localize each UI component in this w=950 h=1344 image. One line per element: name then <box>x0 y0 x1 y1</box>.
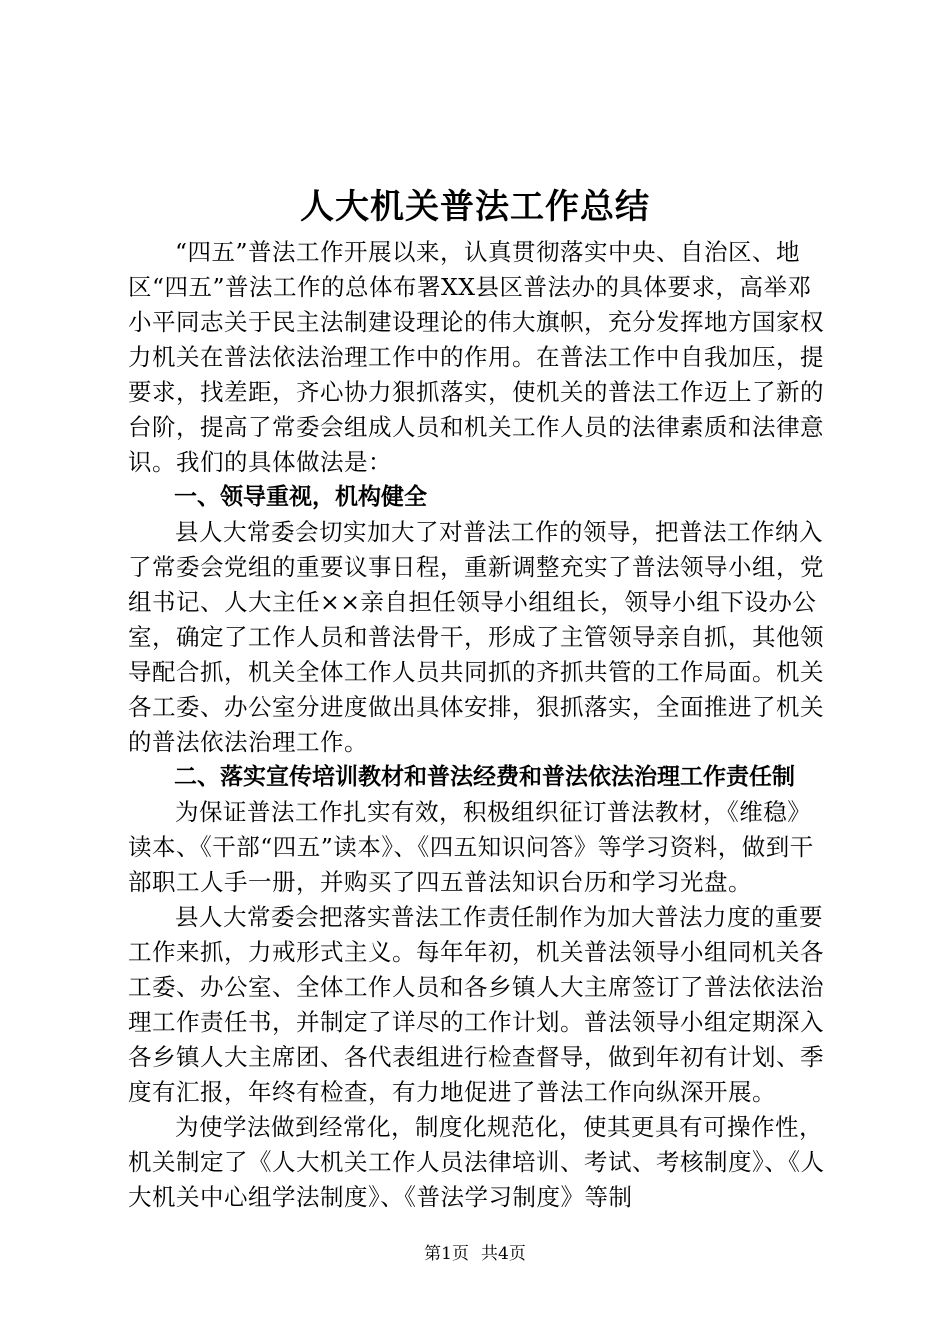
page-footer <box>0 1242 950 1266</box>
section-heading-2: 二、落实宣传培训教材和普法经费和普法依法治理工作责任制 <box>174 764 795 790</box>
section-2-paragraph-3: 为使学法做到经常化，制度化规范化，使其更具有可操作性，机关制定了《人大机关工作人员法律培训、考试、考核制度》、《人大机关中心组学法制度》、《普法学习制度》等制 <box>128 1113 825 1211</box>
intro-paragraph: “四五”普法工作开展以来，认真贯彻落实中央、自治区、地区“四五”普法工作的总体布署XX县区普法办的具体要求，高举邓小平同志关于民主法制建设理论的伟大旗帜，充分发挥地方国家权力机关在普法依法治理工作中的作用。在普法工作中自我加压，提要求，找差距，齐心协力狠抓落实，使机关的普法工作迈上了新的台阶，提高了常委会组成人员和机关工作人员的法律素质和法律意识。我们的具体做法是： <box>128 238 824 476</box>
document-body <box>128 235 834 1215</box>
document-title: 人大机关普法工作总结 <box>300 187 650 227</box>
section-2-paragraph-2: 县人大常委会把落实普法工作责任制作为加大普法力度的重要工作来抓，力戒形式主义。每年年初，机关普法领导小组同机关各工委、办公室、全体工作人员和各乡镇人大主席签订了普法依法治理工作责任书，并制定了详尽的工作计划。普法领导小组定期深入各乡镇人大主席团、各代表组进行检查督导，做到年初有计划、季度有汇报，年终有检查，有力地促进了普法工作向纵深开展。 <box>128 903 824 1106</box>
section-1-paragraph: 县人大常委会切实加大了对普法工作的领导，把普法工作纳入了常委会党组的重要议事日程，重新调整充实了普法领导小组，党组书记、人大主任××亲自担任领导小组组长，领导小组下设办公室，确定了工作人员和普法骨干，形成了主管领导亲自抓，其他领导配合抓，机关全体工作人员共同抓的齐抓共管的工作局面。机关各工委、办公室分进度做出具体安排，狠抓落实，全面推进了机关的普法依法治理工作。 <box>128 518 824 756</box>
page-number: 第1页 <box>424 1244 469 1264</box>
section-heading-1: 一、领导重视，机构健全 <box>174 484 427 510</box>
page-total: 共4页 <box>481 1244 526 1264</box>
section-2-paragraph-1: 为保证普法工作扎实有效，积极组织征订普法教材，《维稳》读本、《干部“四五”读本》、《四五知识问答》等学习资料，做到干部职工人手一册，并购买了四五普法知识台历和学习光盘。 <box>128 798 814 896</box>
